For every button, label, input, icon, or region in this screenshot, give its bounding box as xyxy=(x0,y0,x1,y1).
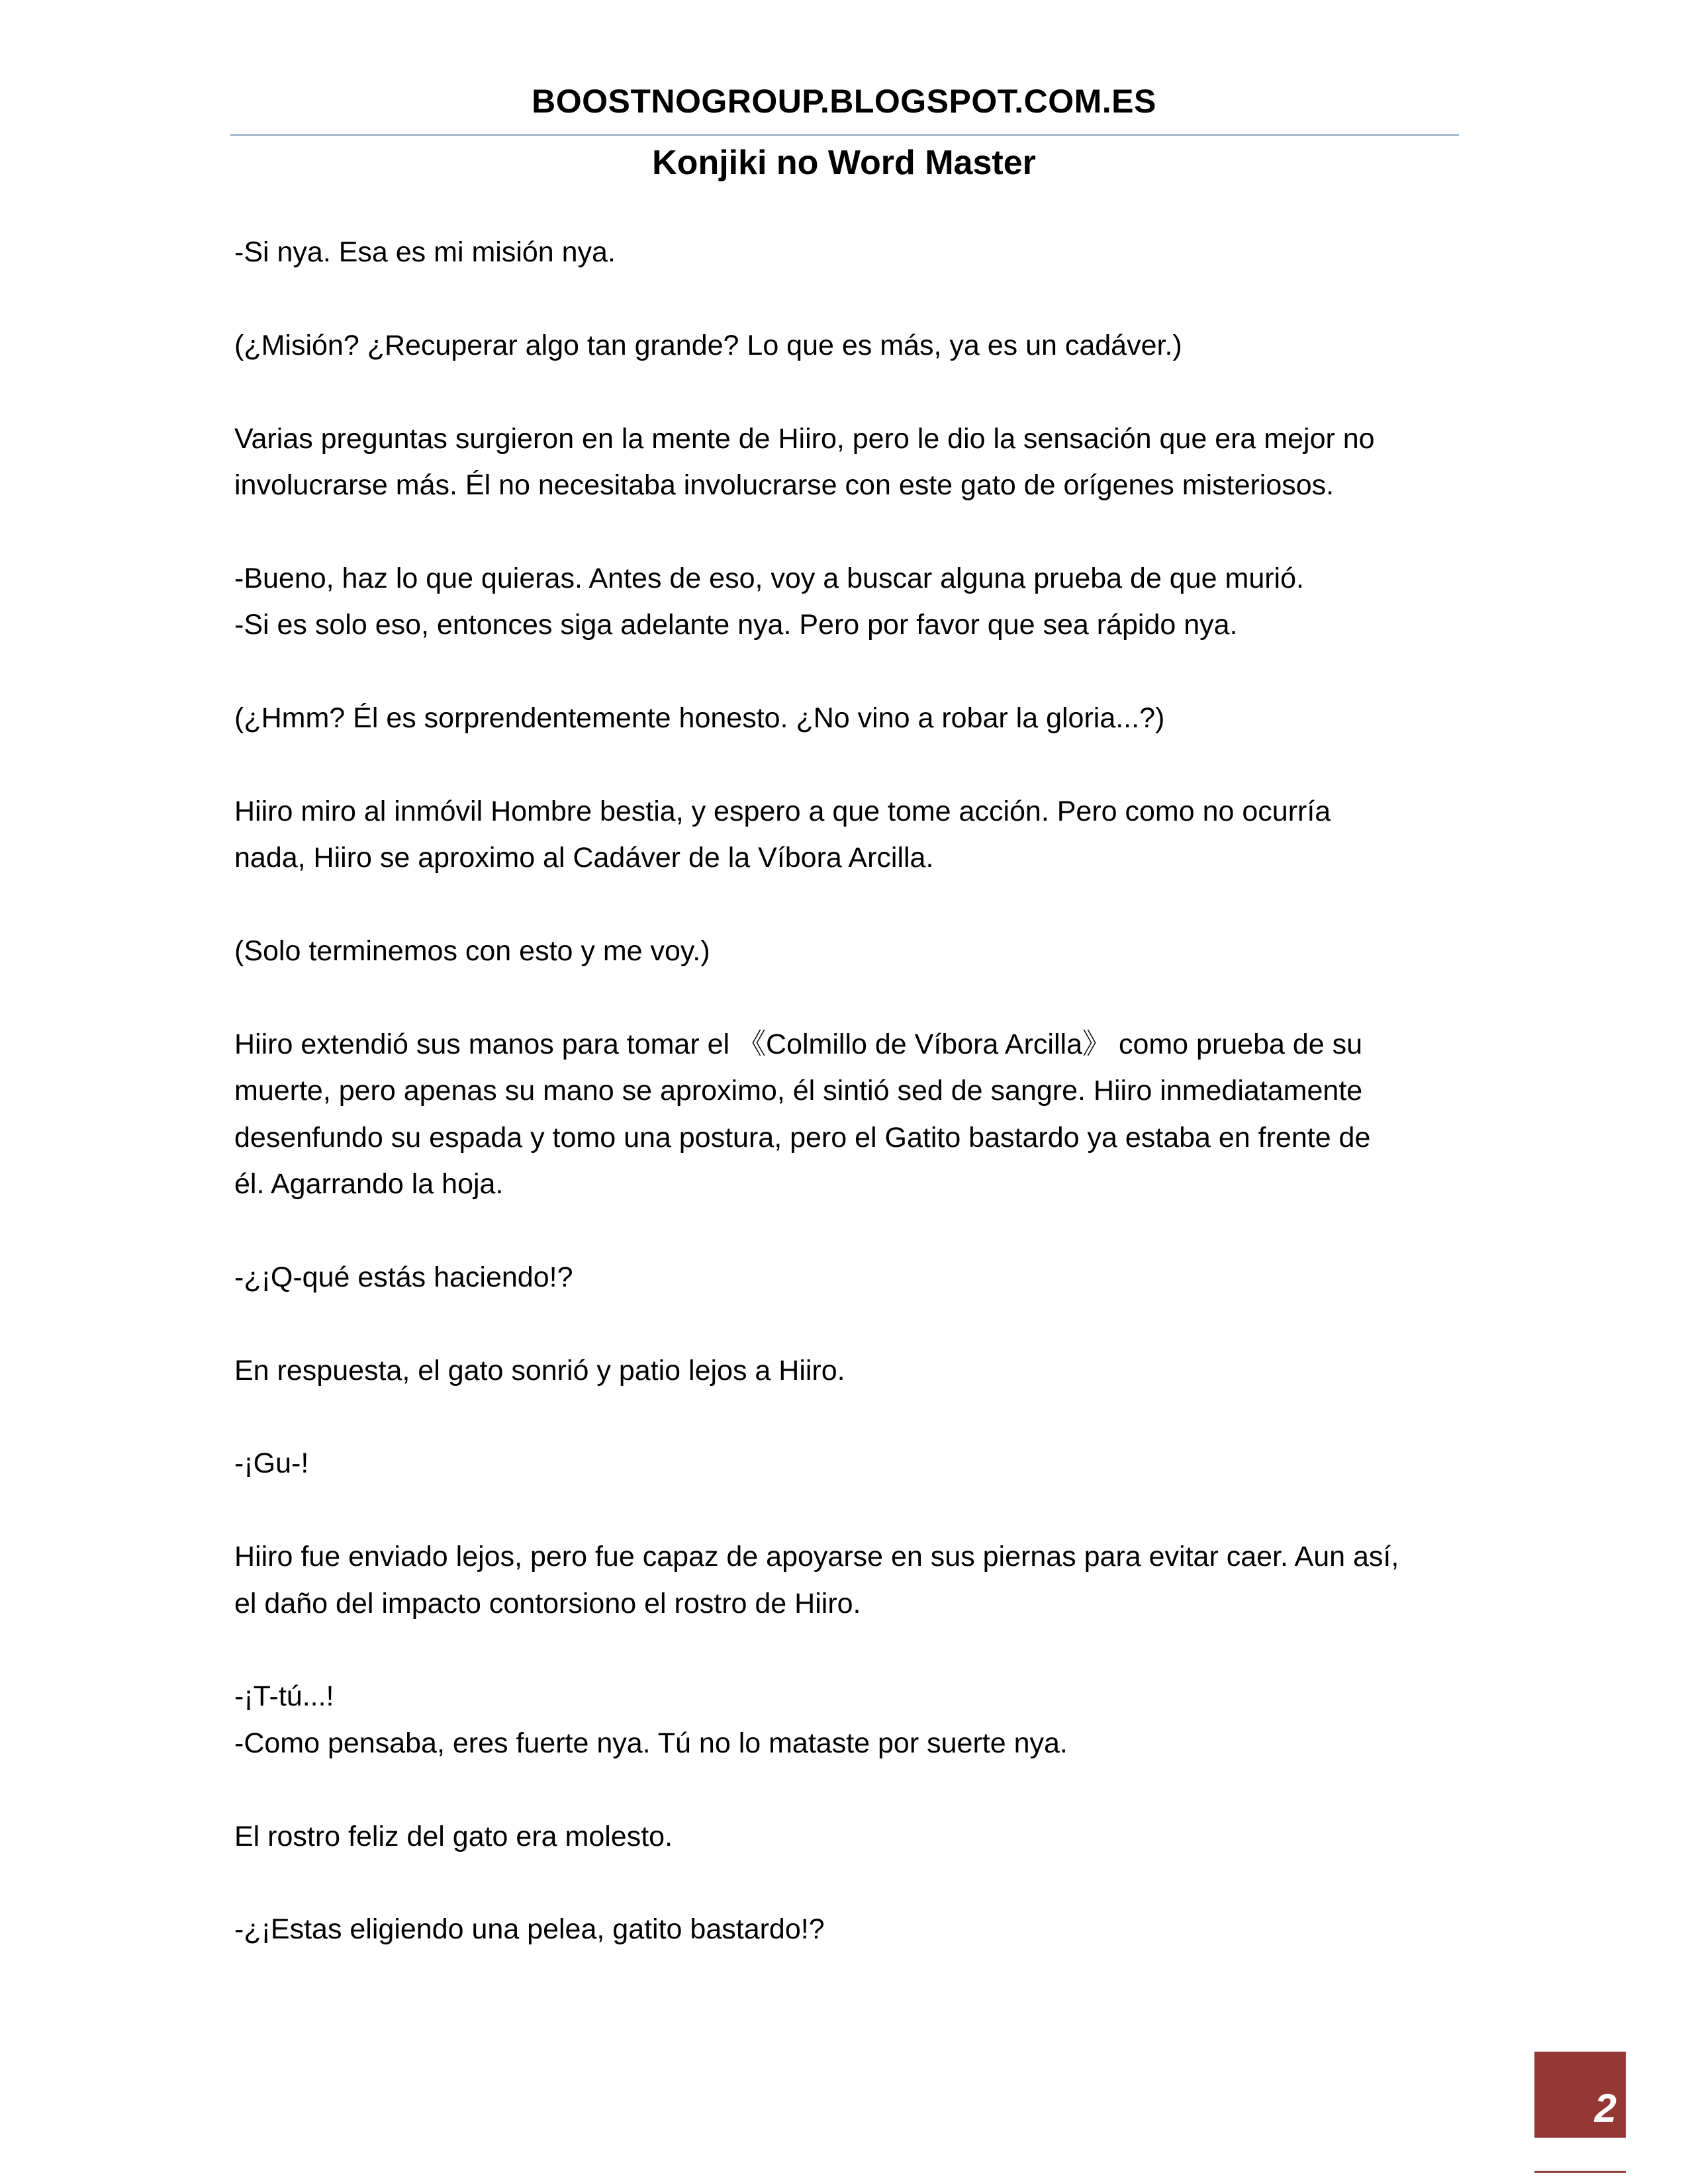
paragraph xyxy=(234,1533,1466,1627)
text-line: -¿¡Q-qué estás haciendo!? xyxy=(234,1261,573,1293)
text-line: -Como pensaba, eres fuerte nya. Tú no lo mataste por suerte nya. xyxy=(234,1727,1068,1759)
paragraph xyxy=(234,322,1466,369)
header-divider xyxy=(230,134,1459,136)
paragraph xyxy=(234,695,1466,741)
header-site-name: BOOSTNOGROUP.BLOGSPOT.COM.ES xyxy=(532,83,1156,120)
text-line: el daño del impacto contorsiono el rostro de Hiiro. xyxy=(234,1587,861,1619)
page-number-underline xyxy=(1534,2171,1626,2173)
text-line: muerte, pero apenas su mano se aproximo, él sintió sed de sangre. Hiiro inmediatamente xyxy=(234,1075,1363,1107)
paragraph xyxy=(234,788,1466,882)
text-line: -Bueno, haz lo que quieras. Antes de eso, voy a buscar alguna prueba de que murió. xyxy=(234,562,1304,594)
text-line: El rostro feliz del gato era molesto. xyxy=(234,1820,673,1852)
paragraph xyxy=(234,416,1466,509)
text-line: -¡T-tú...! xyxy=(234,1680,334,1713)
text-line: -Si es solo eso, entonces siga adelante nya. Pero por favor que sea rápido nya. xyxy=(234,609,1238,641)
paragraph xyxy=(234,555,1466,649)
text-line: -Si nya. Esa es mi misión nya. xyxy=(234,236,616,268)
body-text xyxy=(234,229,1466,1999)
page-number-badge xyxy=(1534,2052,1626,2138)
text-line: (¿Hmm? Él es sorprendentemente honesto. ¿No vino a robar la gloria...?) xyxy=(234,702,1165,734)
text-line: Hiiro miro al inmóvil Hombre bestia, y espero a que tome acción. Pero como no ocurría xyxy=(234,795,1331,827)
paragraph xyxy=(234,1906,1466,1952)
text-line: Hiiro extendió sus manos para tomar el 《Colmillo de Víbora Arcilla》 como prueba de su xyxy=(234,1028,1363,1060)
paragraph xyxy=(234,1813,1466,1860)
paragraph xyxy=(234,229,1466,275)
paragraph xyxy=(234,1021,1466,1208)
text-line: En respuesta, el gato sonrió y patio lejos a Hiiro. xyxy=(234,1354,845,1387)
text-line: (Solo terminemos con esto y me voy.) xyxy=(234,935,710,967)
paragraph xyxy=(234,1673,1466,1766)
text-line: Varias preguntas surgieron en la mente de Hiiro, pero le dio la sensación que era mejor no xyxy=(234,422,1375,455)
header-document-title: Konjiki no Word Master xyxy=(652,144,1036,182)
paragraph xyxy=(234,1440,1466,1486)
text-line: nada, Hiiro se aproximo al Cadáver de la Víbora Arcilla. xyxy=(234,842,934,874)
text-line: (¿Misión? ¿Recuperar algo tan grande? Lo que es más, ya es un cadáver.) xyxy=(234,329,1182,361)
text-line: -¡Gu-! xyxy=(234,1447,309,1480)
paragraph xyxy=(234,928,1466,974)
paragraph xyxy=(234,1254,1466,1300)
page-number: 2 xyxy=(1594,2086,1617,2130)
text-line: él. Agarrando la hoja. xyxy=(234,1168,504,1201)
text-line: Hiiro fue enviado lejos, pero fue capaz de apoyarse en sus piernas para evitar caer. Aun así, xyxy=(234,1541,1399,1573)
text-line: -¿¡Estas eligiendo una pelea, gatito bastardo!? xyxy=(234,1913,825,1946)
text-line: involucrarse más. Él no necesitaba involucrarse con este gato de orígenes misteriosos. xyxy=(234,469,1335,501)
paragraph xyxy=(234,1347,1466,1394)
text-line: desenfundo su espada y tomo una postura, pero el Gatito bastardo ya estaba en frente de xyxy=(234,1121,1371,1154)
